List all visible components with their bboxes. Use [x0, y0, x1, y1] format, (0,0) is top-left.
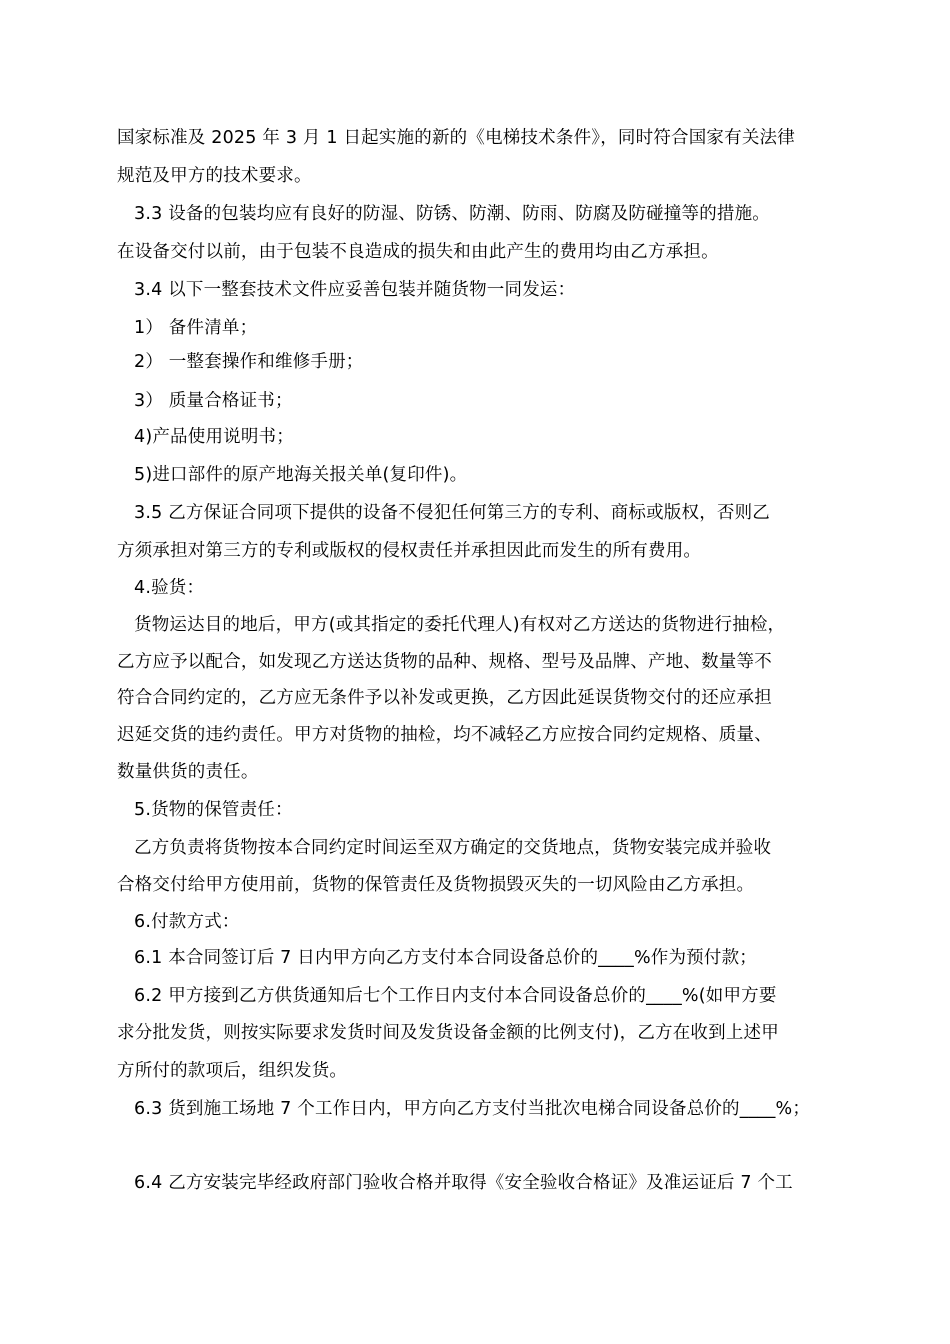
text-line: 乙方负责将货物按本合同约定时间运至双方确定的交货地点，货物安装完成并验收 — [134, 838, 772, 858]
text-line: 3.5 乙方保证合同项下提供的设备不侵犯任何第三方的专利、商标或版权，否则乙 — [134, 503, 770, 523]
text-line: 3.4 以下一整套技术文件应妥善包装并随货物一同发运： — [134, 280, 576, 300]
list-item: 4)产品使用说明书； — [134, 427, 294, 447]
text-line: 方所付的款项后，组织发货。 — [117, 1061, 348, 1081]
text-line: 数量供货的责任。 — [117, 762, 259, 782]
section-heading: 4.验货： — [134, 578, 205, 598]
text-line: 货物运达目的地后，甲方(或其指定的委托代理人)有权对乙方送达的货物进行抽检， — [134, 615, 786, 635]
text-line: 在设备交付以前，由于包装不良造成的损失和由此产生的费用均由乙方承担。 — [117, 242, 719, 262]
list-item: 5)进口部件的原产地海关报关单(复印件)。 — [134, 465, 468, 485]
text-line: 3.3 设备的包装均应有良好的防湿、防锈、防潮、防雨、防腐及防碰撞等的措施。 — [134, 204, 770, 224]
text-line: 求分批发货，则按实际要求发货时间及发货设备金额的比例支付)，乙方在收到上述甲 — [117, 1023, 779, 1043]
text-line: 迟延交货的违约责任。甲方对货物的抽检，均不减轻乙方应按合同约定规格、质量、 — [117, 725, 772, 745]
section-heading: 6.付款方式： — [134, 912, 240, 932]
text-line: 乙方应予以配合，如发现乙方送达货物的品种、规格、型号及品牌、产地、数量等不 — [117, 652, 772, 672]
list-item: 2） 一整套操作和维修手册； — [134, 352, 364, 372]
text-line: 6.2 甲方接到乙方供货通知后七个工作日内支付本合同设备总价的____%(如甲方要 — [134, 986, 777, 1006]
text-line: 6.1 本合同签订后 7 日内甲方向乙方支付本合同设备总价的____%作为预付款； — [134, 948, 757, 968]
list-item: 1） 备件清单； — [134, 318, 258, 338]
text-line: 6.3 货到施工场地 7 个工作日内，甲方向乙方支付当批次电梯合同设备总价的____%； — [134, 1099, 811, 1119]
section-heading: 5.货物的保管责任： — [134, 800, 293, 820]
text-line: 6.4 乙方安装完毕经政府部门验收合格并取得《安全验收合格证》及准运证后 7 个工 — [134, 1173, 793, 1193]
text-line: 国家标准及 2025 年 3 月 1 日起实施的新的《电梯技术条件》，同时符合国家有关法律 — [117, 128, 795, 148]
text-line: 合格交付给甲方使用前，货物的保管责任及货物损毁灭失的一切风险由乙方承担。 — [117, 875, 755, 895]
list-item: 3） 质量合格证书； — [134, 391, 293, 411]
text-line: 方须承担对第三方的专利或版权的侵权责任并承担因此而发生的所有费用。 — [117, 541, 702, 561]
text-line: 符合合同约定的，乙方应无条件予以补发或更换，乙方因此延误货物交付的还应承担 — [117, 688, 772, 708]
text-line: 规范及甲方的技术要求。 — [117, 166, 312, 186]
